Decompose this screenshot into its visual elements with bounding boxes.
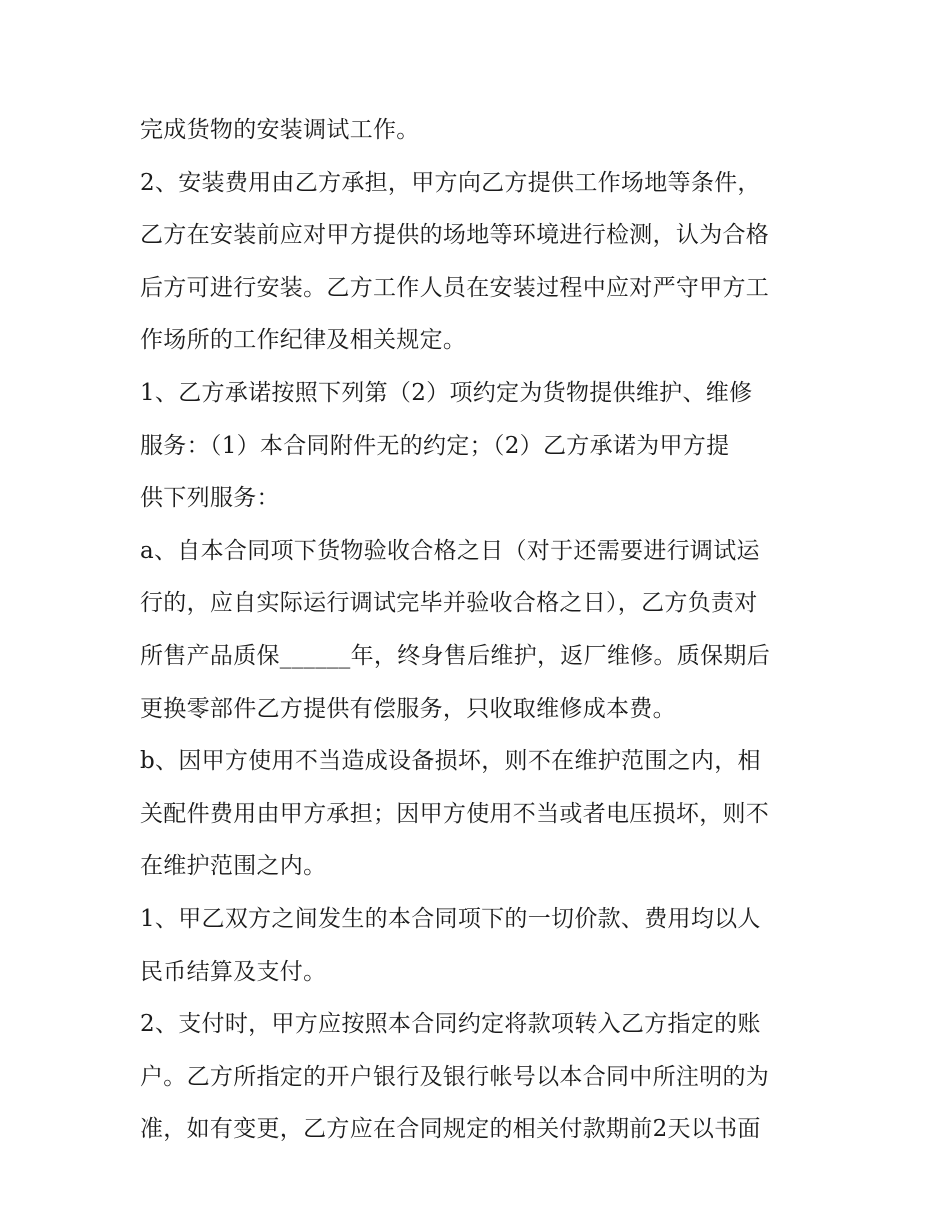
text-line: 关配件费用由甲方承担；因甲方使用不当或者电压损坏，则不: [140, 800, 770, 827]
text-line: 行的，应自实际运行调试完毕并验收合格之日），乙方负责对: [140, 590, 758, 617]
text-line: 1、乙方承诺按照下列第（2）项约定为货物提供维护、维修: [140, 379, 753, 406]
text-line: a、自本合同项下货物验收合格之日（对于还需要进行调试运: [140, 537, 760, 564]
text-line: 在维护范围之内。: [140, 853, 327, 880]
document-body: [140, 108, 820, 1160]
text-line: b、因甲方使用不当造成设备损坏，则不在维护范围之内，相: [140, 748, 761, 775]
text-line: 2、支付时，甲方应按照本合同约定将款项转入乙方指定的账: [140, 1011, 761, 1038]
text-line: 所售产品质保______年，终身售后维护，返厂维修。质保期后: [140, 642, 770, 669]
text-line: 1、甲乙双方之间发生的本合同项下的一切价款、费用均以人: [140, 905, 761, 932]
text-line: 乙方在安装前应对甲方提供的场地等环境进行检测，认为合格: [140, 222, 770, 249]
text-line: 服务：（1）本合同附件无的约定；（2）乙方承诺为甲方提: [140, 432, 730, 459]
text-line: 2、安装费用由乙方承担，甲方向乙方提供工作场地等条件，: [140, 169, 761, 196]
text-line: 后方可进行安装。乙方工作人员在安装过程中应对严守甲方工: [140, 274, 770, 301]
text-line: 户。乙方所指定的开户银行及银行帐号以本合同中所注明的为: [140, 1063, 770, 1090]
text-line: 民币结算及支付。: [140, 958, 327, 985]
text-line: 供下列服务：: [140, 485, 280, 512]
text-line: 作场所的工作纪律及相关规定。: [140, 327, 467, 354]
text-line: 更换零部件乙方提供有偿服务，只收取维修成本费。: [140, 695, 676, 722]
text-line: 准，如有变更，乙方应在合同规定的相关付款期前2天以书面: [140, 1116, 761, 1143]
text-line: 完成货物的安装调试工作。: [140, 117, 420, 143]
